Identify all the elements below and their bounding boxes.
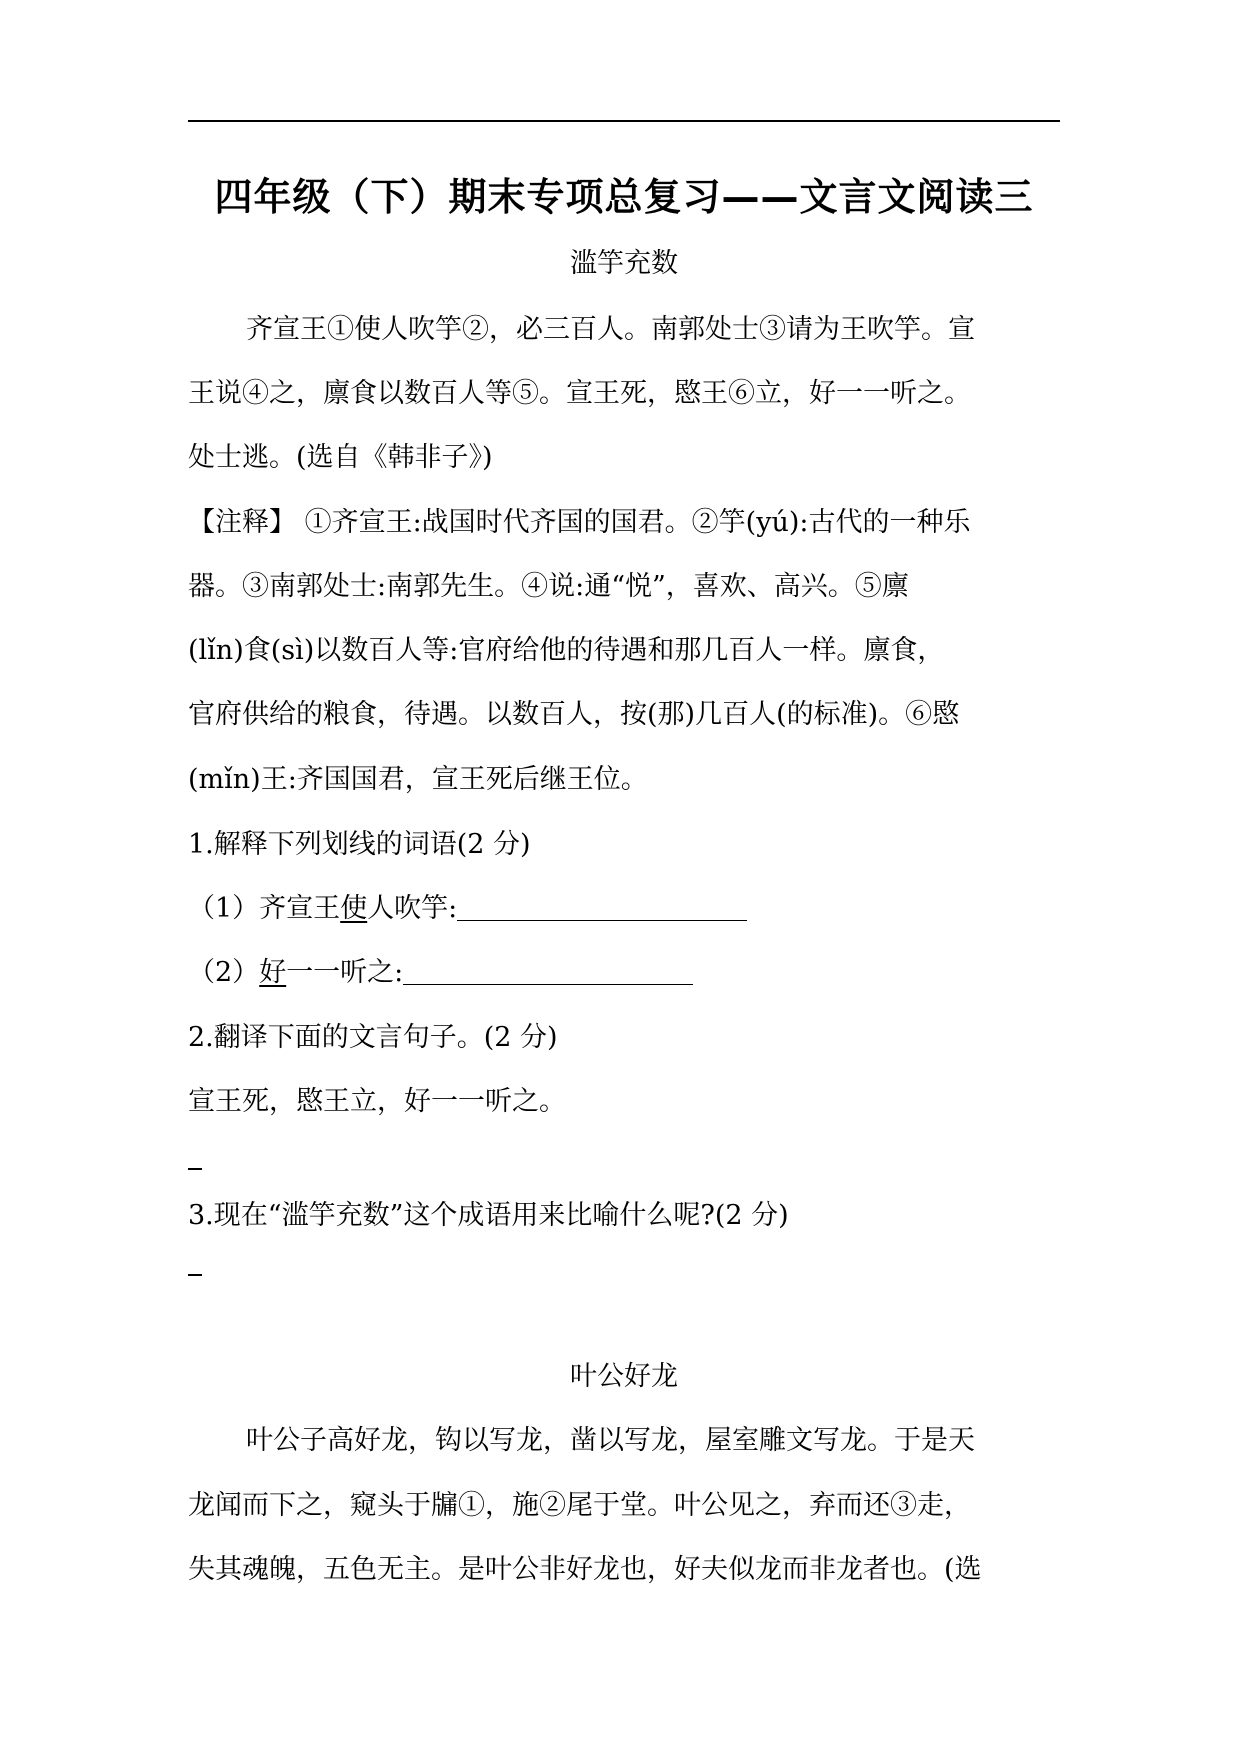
passage-2-line-3: 失其魂魄，五色无主。是叶公非好龙也，好夫似龙而非龙者也。(选 <box>188 1554 982 1585</box>
question-1b <box>188 953 1068 993</box>
question-1a-suffix: 人吹竽: <box>367 893 458 924</box>
passage-2-line-2: 龙闻而下之，窥头于牖①，施②尾于堂。叶公见之，弃而还③走， <box>188 1490 971 1521</box>
answer-blank-1b[interactable] <box>403 954 693 985</box>
answer-line-3[interactable] <box>188 1274 202 1276</box>
passage-2-heading: 叶公好龙 <box>570 1361 678 1392</box>
notes-line-1: 【注释】 ①齐宣王:战国时代齐国的国君。②竽(yú):古代的一种乐 <box>188 507 971 538</box>
passage-1-line-3: 处士逃。(选自《韩非子》) <box>188 442 493 473</box>
question-1b-suffix: 一一听之: <box>286 957 404 988</box>
notes-line-2: 器。③南郭处士:南郭先生。④说:通“悦”，喜欢、高兴。⑤廪 <box>188 571 909 602</box>
notes-line-4: 官府供给的粮食，待遇。以数百人，按(那)几百人(的标准)。⑥愍 <box>188 699 960 730</box>
question-1: 1.解释下列划线的词语(2 分) <box>188 829 531 860</box>
passage-2-line-1: 叶公子高好龙，钩以写龙，凿以写龙，屋室雕文写龙。于是天 <box>246 1425 975 1456</box>
header-rule <box>188 120 1060 122</box>
question-1a-prefix: （1）齐宣王 <box>188 893 341 924</box>
passage-1-line-2: 王说④之，廪食以数百人等⑤。宣王死，愍王⑥立，好一一听之。 <box>188 378 971 409</box>
question-1a <box>188 889 1068 929</box>
question-1b-prefix: （2） <box>188 957 260 988</box>
question-3: 3.现在“滥竽充数”这个成语用来比喻什么呢?(2 分) <box>188 1200 789 1231</box>
notes-line-3: (lǐn)食(sì)以数百人等:官府给他的待遇和那几百人一样。廪食， <box>188 635 945 666</box>
passage-1-heading: 滥竽充数 <box>570 248 678 279</box>
notes-line-5: (mǐn)王:齐国国君，宣王死后继王位。 <box>188 764 648 795</box>
page-title: 四年级（下）期末专项总复习——文言文阅读三 <box>214 175 1034 219</box>
answer-line-2[interactable] <box>188 1168 202 1170</box>
question-1a-underlined-word: 使 <box>340 893 368 924</box>
question-2-sentence: 宣王死，愍王立，好一一听之。 <box>188 1086 566 1117</box>
question-2: 2.翻译下面的文言句子。(2 分) <box>188 1022 558 1053</box>
answer-blank-1a[interactable] <box>457 890 747 921</box>
passage-1-line-1: 齐宣王①使人吹竽②，必三百人。南郭处士③请为王吹竽。宣 <box>246 314 975 345</box>
question-1b-underlined-word: 好 <box>259 957 287 988</box>
